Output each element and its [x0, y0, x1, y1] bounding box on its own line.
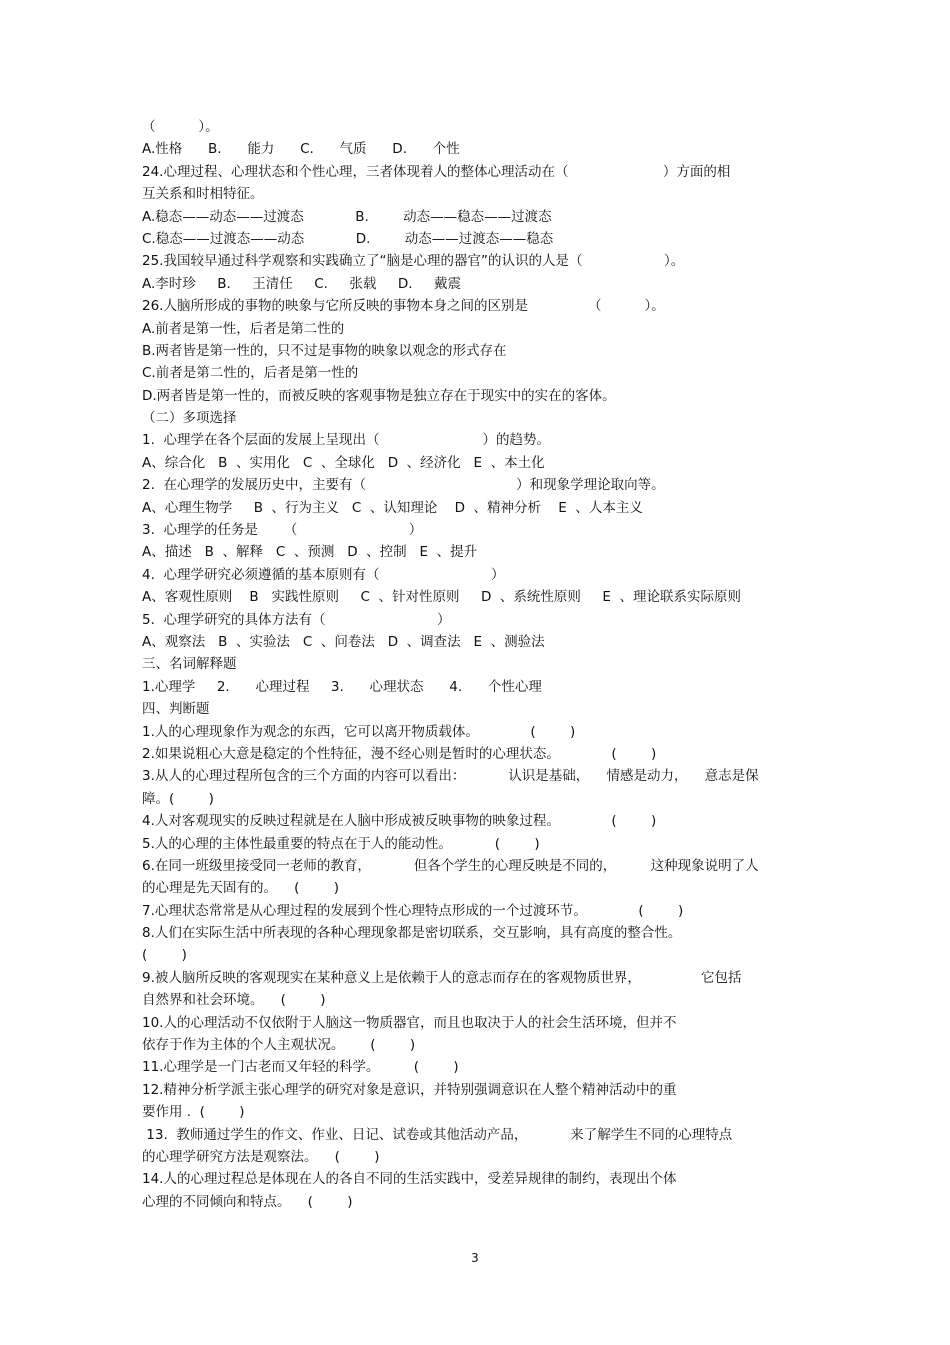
- page-number: 3: [471, 1251, 479, 1265]
- text-line: 自然界和社会环境。 ( ): [142, 992, 326, 1009]
- text-line: 2. 在心理学的发展历史中，主要有（ ）和现象学理论取向等。: [142, 477, 665, 494]
- document-body: [142, 116, 810, 1213]
- text-line: 12.精神分析学派主张心理学的研究对象是意识，并特别强调意识在人整个精神活动中的重: [142, 1081, 677, 1098]
- text-line: 的心理是先天固有的。 ( ): [142, 880, 340, 897]
- text-line: A、观察法 B 、实验法 C 、问卷法 D 、调查法 E 、测验法: [142, 633, 545, 650]
- text-line: ( ): [142, 947, 187, 964]
- text-line: （ ）。: [142, 119, 219, 135]
- text-line: 1.心理学 2. 心理过程 3. 心理状态 4. 个性心理: [142, 678, 542, 695]
- text-line: 1. 心理学在各个层面的发展上呈现出（ ）的趋势。: [142, 432, 550, 449]
- text-line: D.两者皆是第一性的，而被反映的客观事物是独立存在于现实中的实在的客体。: [142, 387, 616, 404]
- text-line: 7.心理状态常常是从心理过程的发展到个性心理特点形成的一个过渡环节。 ( ): [142, 902, 684, 919]
- text-line: 4.人对客观现实的反映过程就是在人脑中形成被反映事物的映象过程。 ( ): [142, 813, 657, 830]
- text-line: 3.从人的心理过程所包含的三个方面的内容可以看出： 认识是基础， 情感是动力， 意志是保: [142, 768, 759, 785]
- text-line: B.两者皆是第一性的，只不过是事物的映象以观念的形式存在: [142, 342, 507, 359]
- text-line: 9.被人脑所反映的客观现实在某种意义上是依赖于人的意志而存在的客观物质世界， 它包括: [142, 969, 742, 986]
- text-line: C.前者是第二性的，后者是第一性的: [142, 365, 359, 382]
- text-line: 依存于作为主体的个人主观状况。 ( ): [142, 1037, 416, 1054]
- text-line: C.稳态——过渡态——动态 D. 动态——过渡态——稳态: [142, 230, 554, 247]
- text-line: 障。( ): [142, 790, 214, 807]
- text-line: 13. 教师通过学生的作文、作业、日记、试卷或其他活动产品， 来了解学生不同的心理特点: [142, 1126, 733, 1143]
- text-line: 24.心理过程、心理状态和个性心理，三者体现着人的整体心理活动在（ ）方面的相: [142, 163, 731, 180]
- text-line: 5.人的心理的主体性最重要的特点在于人的能动性。 ( ): [142, 835, 540, 852]
- text-line: A.前者是第一性，后者是第二性的: [142, 320, 345, 337]
- text-line: 四、判断题: [142, 701, 210, 718]
- text-line: 14.人的心理过程总是体现在人的各自不同的生活实践中，受差异规律的制约，表现出个体: [142, 1171, 677, 1188]
- text-line: 11.心理学是一门古老而又年轻的科学。 ( ): [142, 1059, 459, 1076]
- text-line: A.稳态——动态——过渡态 B. 动态——稳态——过渡态: [142, 208, 552, 225]
- text-line: 4. 心理学研究必须遵循的基本原则有（ ）: [142, 566, 505, 583]
- text-line: 1.人的心理现象作为观念的东西，它可以离开物质载体。 ( ): [142, 723, 576, 740]
- text-line: 10.人的心理活动不仅依附于人脑这一物质器官，而且也取决于人的社会生活环境，但并不: [142, 1014, 677, 1031]
- text-line: 6.在同一班级里接受同一老师的教育， 但各个学生的心理反映是不同的， 这种现象说明了人: [142, 857, 759, 874]
- text-line: A、描述 B 、解释 C 、预测 D 、控制 E 、提升: [142, 544, 478, 561]
- text-line: 5. 心理学研究的具体方法有（ ）: [142, 611, 451, 628]
- text-line: 要作用 . ( ): [142, 1104, 245, 1121]
- text-line: 心理的不同倾向和特点。 ( ): [142, 1193, 353, 1210]
- text-line: （二）多项选择: [142, 410, 237, 427]
- text-line: 的心理学研究方法是观察法。 ( ): [142, 1148, 380, 1165]
- text-line: 25.我国较早通过科学观察和实践确立了“脑是心理的器官”的认识的人是（ ）。: [142, 253, 685, 270]
- text-line: 3. 心理学的任务是 （ ）: [142, 522, 423, 539]
- text-line: 26.人脑所形成的事物的映象与它所反映的事物本身之间的区别是 （ ）。: [142, 298, 665, 315]
- text-line: A.性格 B. 能力 C. 气质 D. 个性: [142, 141, 460, 158]
- text-line: 三、名词解释题: [142, 656, 237, 673]
- text-line: A、客观性原则 B 实践性原则 C 、针对性原则 D 、系统性原则 E 、理论联系实际原则: [142, 589, 742, 606]
- text-line: 2.如果说粗心大意是稳定的个性特征，漫不经心则是暂时的心理状态。 ( ): [142, 745, 657, 762]
- text-line: A、心理生物学 B 、行为主义 C 、认知理论 D 、精神分析 E 、人本主义: [142, 499, 643, 516]
- text-line: 互关系和时相特征。: [142, 186, 264, 203]
- text-line: A.李时珍 B. 王清任 C. 张载 D. 戴震: [142, 275, 461, 292]
- text-line: 8.人们在实际生活中所表现的各种心理现象都是密切联系，交互影响，具有高度的整合性。: [142, 925, 682, 942]
- text-line: A、综合化 B 、实用化 C 、全球化 D 、经济化 E 、本土化: [142, 454, 545, 471]
